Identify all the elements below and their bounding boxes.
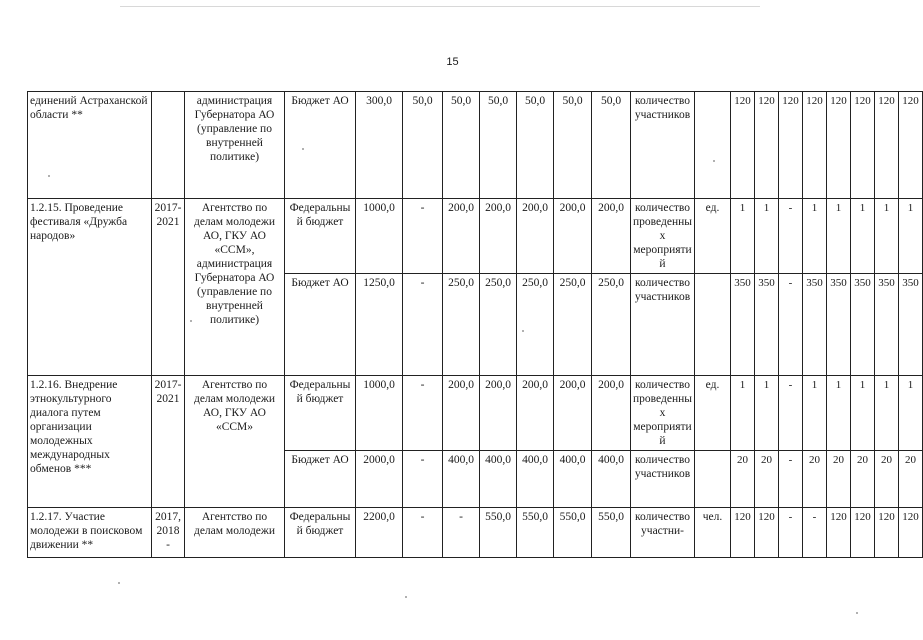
scan-top-line bbox=[120, 6, 760, 7]
funding-year-value: 250,0 bbox=[480, 274, 517, 376]
indicator-target-value: - bbox=[779, 376, 803, 451]
funding-year-value: 550,0 bbox=[480, 508, 517, 558]
indicator-name: количество участников bbox=[631, 451, 695, 508]
indicator-target-value: 1 bbox=[851, 376, 875, 451]
funding-year-value: - bbox=[403, 376, 443, 451]
funding-year-value: 400,0 bbox=[554, 451, 592, 508]
indicator-target-value: 1 bbox=[875, 199, 899, 274]
funding-year-value: 50,0 bbox=[592, 92, 631, 199]
funding-year-value: 250,0 bbox=[443, 274, 480, 376]
program-activities-table bbox=[27, 91, 923, 558]
funding-year-value: 50,0 bbox=[443, 92, 480, 199]
activity-name: 1.2.15. Проведение фестиваля «Дружба народов» bbox=[28, 199, 152, 376]
funding-total: 1000,0 bbox=[356, 376, 403, 451]
funding-year-value: 550,0 bbox=[592, 508, 631, 558]
table-row bbox=[28, 376, 923, 451]
funding-year-value: 200,0 bbox=[592, 376, 631, 451]
indicator-target-value: 120 bbox=[875, 92, 899, 199]
indicator-target-value: 1 bbox=[731, 199, 755, 274]
table-row bbox=[28, 508, 923, 558]
funding-year-value: 250,0 bbox=[592, 274, 631, 376]
funding-year-value: 550,0 bbox=[517, 508, 554, 558]
indicator-target-value: 1 bbox=[875, 376, 899, 451]
activity-name: 1.2.17. Участие молодежи в поисковом движении ** bbox=[28, 508, 152, 558]
indicator-unit: чел. bbox=[695, 508, 731, 558]
funding-year-value: 550,0 bbox=[554, 508, 592, 558]
indicator-target-value: - bbox=[779, 274, 803, 376]
funding-year-value: - bbox=[443, 508, 480, 558]
indicator-target-value: 120 bbox=[779, 92, 803, 199]
funding-year-value: 200,0 bbox=[554, 199, 592, 274]
indicator-name: количество участников bbox=[631, 274, 695, 376]
activity-executor: Агентство по делам молодежи bbox=[185, 508, 285, 558]
activity-years: 2017-2021 bbox=[152, 199, 185, 376]
indicator-target-value: 350 bbox=[803, 274, 827, 376]
indicator-target-value: - bbox=[779, 199, 803, 274]
indicator-target-value: - bbox=[803, 508, 827, 558]
indicator-target-value: 350 bbox=[755, 274, 779, 376]
funding-year-value: 50,0 bbox=[554, 92, 592, 199]
indicator-target-value: 1 bbox=[827, 376, 851, 451]
indicator-target-value: 350 bbox=[899, 274, 923, 376]
indicator-target-value: 20 bbox=[851, 451, 875, 508]
indicator-target-value: 120 bbox=[899, 92, 923, 199]
indicator-target-value: 120 bbox=[731, 508, 755, 558]
funding-source: Бюджет АО bbox=[285, 92, 356, 199]
indicator-target-value: - bbox=[779, 508, 803, 558]
funding-year-value: 250,0 bbox=[517, 274, 554, 376]
funding-year-value: 50,0 bbox=[480, 92, 517, 199]
indicator-target-value: 20 bbox=[875, 451, 899, 508]
funding-total: 2000,0 bbox=[356, 451, 403, 508]
activity-years bbox=[152, 92, 185, 199]
indicator-target-value: 1 bbox=[755, 199, 779, 274]
activity-executor: Агентство по делам молодежи АО, ГКУ АО «ССМ» bbox=[185, 376, 285, 508]
indicator-unit: ед. bbox=[695, 199, 731, 274]
indicator-target-value: 120 bbox=[851, 508, 875, 558]
indicator-target-value: - bbox=[779, 451, 803, 508]
indicator-target-value: 120 bbox=[875, 508, 899, 558]
indicator-unit bbox=[695, 92, 731, 199]
funding-year-value: 50,0 bbox=[403, 92, 443, 199]
funding-source: Федеральный бюджет bbox=[285, 199, 356, 274]
indicator-target-value: 20 bbox=[731, 451, 755, 508]
indicator-target-value: 1 bbox=[827, 199, 851, 274]
indicator-target-value: 1 bbox=[755, 376, 779, 451]
funding-year-value: 200,0 bbox=[517, 376, 554, 451]
funding-year-value: 200,0 bbox=[443, 199, 480, 274]
indicator-target-value: 120 bbox=[851, 92, 875, 199]
indicator-target-value: 20 bbox=[755, 451, 779, 508]
indicator-target-value: 20 bbox=[827, 451, 851, 508]
funding-year-value: 200,0 bbox=[480, 376, 517, 451]
indicator-name: количество проведенных мероприятий bbox=[631, 376, 695, 451]
indicator-name: количество участников bbox=[631, 92, 695, 199]
indicator-target-value: 350 bbox=[827, 274, 851, 376]
activity-years: 2017, 2018 - bbox=[152, 508, 185, 558]
indicator-target-value: 120 bbox=[803, 92, 827, 199]
table-row bbox=[28, 92, 923, 199]
activity-name: 1.2.16. Внедрение этнокультурного диалога путем организации молодежных международных обменов *** bbox=[28, 376, 152, 508]
indicator-name: количество участни- bbox=[631, 508, 695, 558]
indicator-target-value: 120 bbox=[755, 508, 779, 558]
funding-total: 300,0 bbox=[356, 92, 403, 199]
indicator-target-value: 1 bbox=[803, 376, 827, 451]
funding-year-value: - bbox=[403, 451, 443, 508]
indicator-target-value: 350 bbox=[851, 274, 875, 376]
funding-year-value: 400,0 bbox=[443, 451, 480, 508]
funding-year-value: - bbox=[403, 274, 443, 376]
funding-source: Федеральный бюджет bbox=[285, 508, 356, 558]
indicator-target-value: 1 bbox=[899, 376, 923, 451]
funding-year-value: 200,0 bbox=[554, 376, 592, 451]
funding-year-value: 250,0 bbox=[554, 274, 592, 376]
indicator-unit bbox=[695, 274, 731, 376]
indicator-target-value: 1 bbox=[851, 199, 875, 274]
funding-total: 1250,0 bbox=[356, 274, 403, 376]
funding-source: Бюджет АО bbox=[285, 274, 356, 376]
indicator-target-value: 120 bbox=[827, 508, 851, 558]
funding-year-value: - bbox=[403, 199, 443, 274]
funding-year-value: 200,0 bbox=[517, 199, 554, 274]
page-number: 15 bbox=[446, 56, 459, 68]
funding-source: Бюджет АО bbox=[285, 451, 356, 508]
indicator-target-value: 120 bbox=[827, 92, 851, 199]
indicator-target-value: 20 bbox=[803, 451, 827, 508]
indicator-target-value: 1 bbox=[803, 199, 827, 274]
indicator-target-value: 1 bbox=[899, 199, 923, 274]
indicator-unit: ед. bbox=[695, 376, 731, 451]
activity-name: единений Астраханской области ** bbox=[28, 92, 152, 199]
funding-year-value: 200,0 bbox=[443, 376, 480, 451]
activity-executor: Агентство по делам молодежи АО, ГКУ АО «ССМ», администрация Губернатора АО (управление по внутренней политике) bbox=[185, 199, 285, 376]
funding-year-value: 400,0 bbox=[592, 451, 631, 508]
indicator-name: количество проведенных мероприятий bbox=[631, 199, 695, 274]
activity-executor: администрация Губернатора АО (управление по внутренней политике) bbox=[185, 92, 285, 199]
funding-year-value: - bbox=[403, 508, 443, 558]
indicator-target-value: 120 bbox=[899, 508, 923, 558]
table-row bbox=[28, 199, 923, 274]
indicator-target-value: 120 bbox=[755, 92, 779, 199]
funding-total: 1000,0 bbox=[356, 199, 403, 274]
indicator-target-value: 350 bbox=[875, 274, 899, 376]
funding-year-value: 200,0 bbox=[592, 199, 631, 274]
funding-year-value: 400,0 bbox=[480, 451, 517, 508]
indicator-target-value: 350 bbox=[731, 274, 755, 376]
indicator-unit bbox=[695, 451, 731, 508]
indicator-target-value: 1 bbox=[731, 376, 755, 451]
funding-source: Федеральный бюджет bbox=[285, 376, 356, 451]
funding-year-value: 400,0 bbox=[517, 451, 554, 508]
funding-year-value: 200,0 bbox=[480, 199, 517, 274]
funding-total: 2200,0 bbox=[356, 508, 403, 558]
indicator-target-value: 20 bbox=[899, 451, 923, 508]
indicator-target-value: 120 bbox=[731, 92, 755, 199]
funding-year-value: 50,0 bbox=[517, 92, 554, 199]
activity-years: 2017-2021 bbox=[152, 376, 185, 508]
